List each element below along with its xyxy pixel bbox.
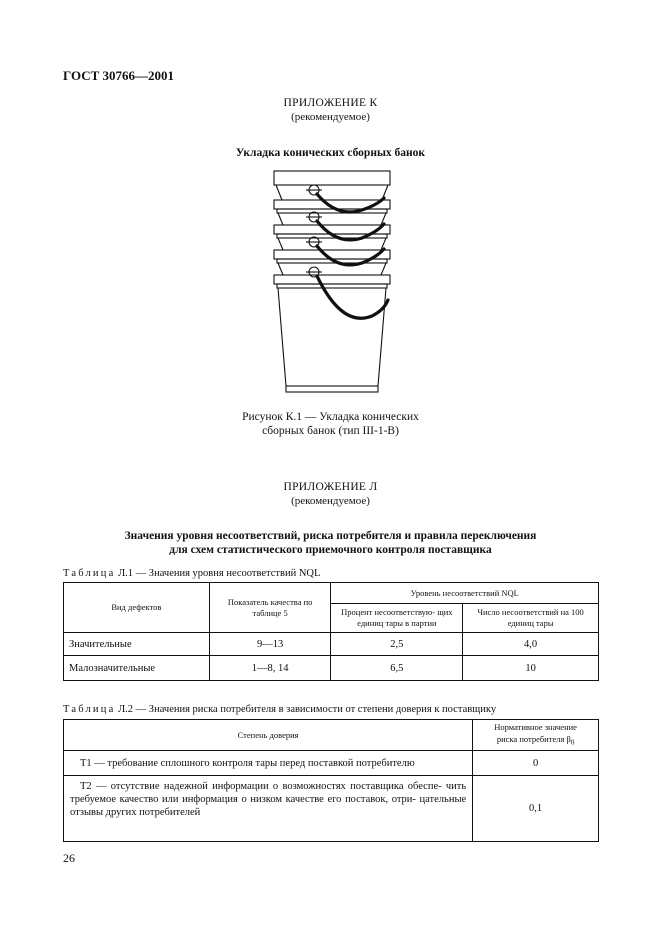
table1-cell-indicator: 1—8, 14 xyxy=(209,656,331,681)
table1-cell-count: 10 xyxy=(463,656,599,681)
table1-header-percent: Процент несоответствую- щих единиц тары в партии xyxy=(331,604,463,633)
appendix-l-heading-line2: для схем статистического приемочного контроля поставщика xyxy=(169,544,492,556)
table-row xyxy=(64,776,599,842)
can-bottom xyxy=(286,386,378,392)
table1-header-count: Число несоответствий на 100 единиц тары xyxy=(463,604,599,633)
table1-cell-defect: Значительные xyxy=(64,633,210,656)
table1-caption xyxy=(63,568,320,579)
can-rim-1 xyxy=(274,171,390,185)
table1-cell-percent: 6,5 xyxy=(331,656,463,681)
table1-cell-percent: 2,5 xyxy=(331,633,463,656)
table2-header-risk-line1: Нормативное значение xyxy=(494,722,577,733)
table1-cell-defect: Малозначительные xyxy=(64,656,210,681)
table1-header-indicator: Показатель качества по таблице 5 xyxy=(209,583,331,633)
table2-cell-value: 0,1 xyxy=(473,776,599,842)
table1-header-level: Уровень несоответствий NQL xyxy=(331,583,599,604)
table-l2 xyxy=(63,719,599,842)
table2-caption xyxy=(63,704,496,715)
table2-header-risk xyxy=(473,720,599,751)
appendix-k-heading: Укладка конических сборных банок xyxy=(235,147,426,159)
table-row xyxy=(64,633,599,656)
can-handle-4 xyxy=(317,276,388,318)
table2-cell-value: 0 xyxy=(473,751,599,776)
table2-cell-text: Т1 — требование сплошного контроля тары перед поставкой потребителю xyxy=(64,751,473,776)
table2-caption-label: Таблица xyxy=(63,704,116,715)
appendix-l-heading-line1: Значения уровня несоответствий, риска потребителя и правила переключения xyxy=(124,530,537,542)
appendix-l-title: ПРИЛОЖЕНИЕ Л xyxy=(283,481,378,493)
table-l1 xyxy=(63,582,599,681)
figure-caption-line1: Рисунок К.1 — Укладка конических xyxy=(242,411,419,423)
table2-header-trust: Степень доверия xyxy=(64,720,473,751)
appendix-k-title: ПРИЛОЖЕНИЕ К xyxy=(283,97,378,109)
table1-header-defects: Вид дефектов xyxy=(64,583,210,633)
table2-header-risk-sub: 0 xyxy=(570,738,575,747)
table1-caption-label: Таблица xyxy=(63,568,116,579)
table-row xyxy=(64,751,599,776)
table2-cell-text: Т2 — отсутствие надежной информации о возможностях поставщика обеспе- чить требуемое качество или информация о низком качестве его поставок, отри- цательные отзывы других потребителей xyxy=(64,776,473,842)
table1-cell-indicator: 9—13 xyxy=(209,633,331,656)
figure-caption-line2: сборных банок (тип III-1-В) xyxy=(262,425,399,437)
page-number: 26 xyxy=(63,851,75,865)
appendix-l-subtitle: (рекомендуемое) xyxy=(291,495,370,507)
can-rim-5 xyxy=(274,275,390,284)
can-handle-2 xyxy=(317,221,384,240)
document-header: ГОСТ 30766—2001 xyxy=(63,68,175,83)
table-row xyxy=(64,656,599,681)
table2-header-risk-line2 xyxy=(473,733,598,749)
table1-cell-count: 4,0 xyxy=(463,633,599,656)
stacked-cans-figure xyxy=(262,168,402,400)
table1-caption-text: Л.1 — Значения уровня несоответствий NQL xyxy=(115,568,321,579)
can-handle-3 xyxy=(317,246,384,265)
appendix-k-subtitle: (рекомендуемое) xyxy=(291,111,370,123)
table2-caption-text: Л.2 — Значения риска потребителя в зависимости от степени доверия к поставщику xyxy=(115,704,497,715)
table2-header-risk-text: риска потребителя β xyxy=(496,734,571,745)
